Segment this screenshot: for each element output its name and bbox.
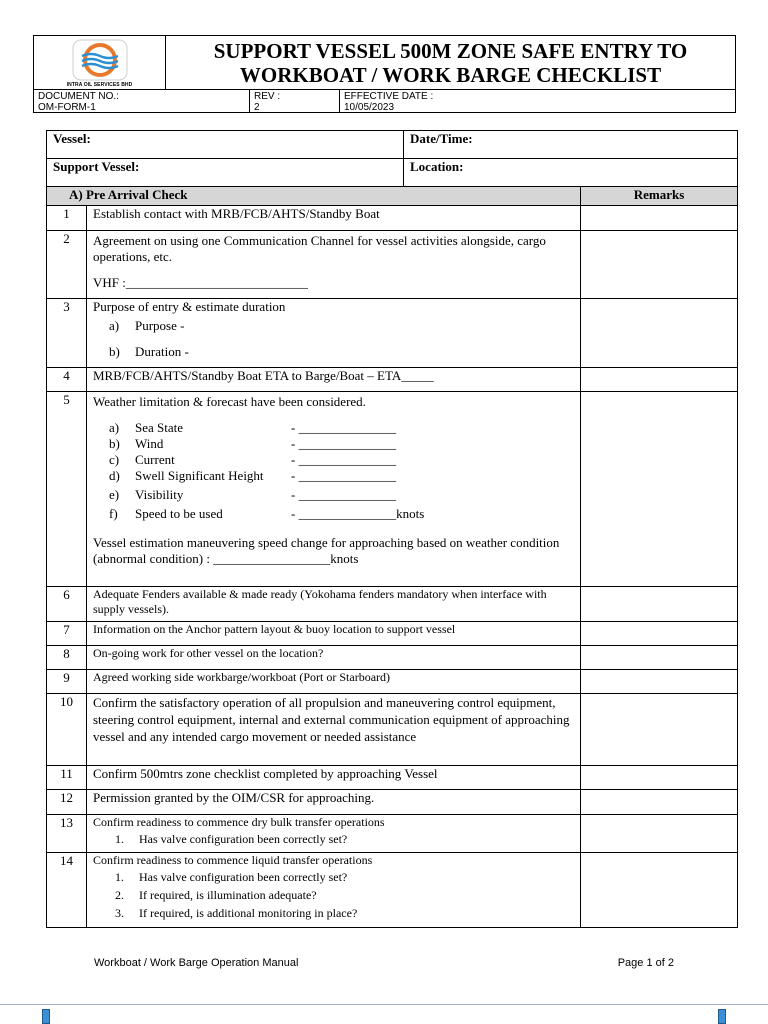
title-line-1: SUPPORT VESSEL 500M ZONE SAFE ENTRY TO bbox=[213, 38, 688, 63]
question-item: 2. If required, is illumination adequate? bbox=[115, 888, 317, 902]
item-text: Confirm readiness to commence dry bulk transfer operations bbox=[93, 815, 385, 829]
section-title: A) Pre Arrival Check bbox=[47, 187, 581, 206]
remarks-cell[interactable] bbox=[581, 646, 738, 670]
table-row bbox=[47, 646, 738, 670]
remarks-cell[interactable] bbox=[581, 766, 738, 790]
remarks-cell[interactable] bbox=[581, 231, 738, 299]
document-title bbox=[166, 36, 735, 89]
doc-no-value: OM-FORM-1 bbox=[38, 102, 96, 113]
item-text: Agreement on using one Communication Channel for vessel activities alongside, cargo operations, etc. bbox=[93, 233, 546, 264]
item-text: On-going work for other vessel on the location? bbox=[87, 646, 581, 670]
item-text: Purpose of entry & estimate duration bbox=[93, 299, 286, 314]
item-content bbox=[87, 231, 581, 299]
manual-name: Workboat / Work Barge Operation Manual bbox=[94, 957, 299, 969]
item-number: 4 bbox=[47, 368, 87, 392]
weather-sub-item: a) Sea State - _______________ bbox=[109, 420, 397, 435]
vessel-field[interactable]: Vessel: bbox=[47, 131, 404, 159]
question-item: 1. Has valve configuration been correctly set? bbox=[115, 870, 348, 884]
weather-sub-item: d) Swell Significant Height - _______________ bbox=[109, 468, 397, 483]
question-item: 1. Has valve configuration been correctly set? bbox=[115, 832, 348, 846]
item-text: Adequate Fenders available & made ready (Yokohama fenders mandatory when interface with supply vessels). bbox=[87, 587, 581, 622]
doc-no-cell bbox=[34, 90, 249, 112]
item-text: Confirm readiness to commence liquid transfer operations bbox=[93, 853, 373, 867]
weather-sub-item: f) Speed to be used - _______________knots bbox=[109, 506, 425, 521]
table-row bbox=[47, 299, 738, 368]
remarks-cell[interactable] bbox=[581, 299, 738, 368]
speed-note: Vessel estimation maneuvering speed change for approaching based on weather condition (abnormal condition) : __________________knots bbox=[93, 535, 560, 566]
remarks-cell[interactable] bbox=[581, 368, 738, 392]
remarks-cell[interactable] bbox=[581, 206, 738, 231]
remarks-cell[interactable] bbox=[581, 670, 738, 694]
doc-no-label: DOCUMENT NO.: bbox=[38, 91, 119, 102]
table-row bbox=[47, 392, 738, 587]
weather-sub-item: b) Wind - _______________ bbox=[109, 436, 397, 451]
question-list bbox=[93, 868, 574, 922]
info-row-1 bbox=[47, 131, 738, 159]
section-header-row bbox=[47, 187, 738, 206]
item-number: 5 bbox=[47, 392, 87, 587]
item-number: 9 bbox=[47, 670, 87, 694]
page-marker-left bbox=[42, 1009, 50, 1024]
effective-date-label: EFFECTIVE DATE : bbox=[344, 91, 434, 102]
table-row bbox=[47, 694, 738, 766]
company-name: INTRA OIL SERVICES BHD bbox=[66, 82, 133, 88]
checklist-table bbox=[46, 130, 738, 928]
table-row bbox=[47, 670, 738, 694]
weather-sub-item: e) Visibility - _______________ bbox=[109, 487, 397, 502]
info-row-2 bbox=[47, 159, 738, 187]
effective-date-cell bbox=[339, 90, 735, 112]
table-row bbox=[47, 231, 738, 299]
date-time-field[interactable]: Date/Time: bbox=[404, 131, 738, 159]
item-number: 6 bbox=[47, 587, 87, 622]
table-row bbox=[47, 587, 738, 622]
remarks-cell[interactable] bbox=[581, 853, 738, 928]
item-content bbox=[87, 853, 581, 928]
item-number: 13 bbox=[47, 815, 87, 853]
item-number: 14 bbox=[47, 853, 87, 928]
item-number: 12 bbox=[47, 790, 87, 815]
sub-item: a) Purpose - bbox=[109, 318, 185, 333]
item-text: Permission granted by the OIM/CSR for approaching. bbox=[87, 790, 581, 815]
sub-item: b) Duration - bbox=[109, 344, 189, 359]
item-text: Confirm 500mtrs zone checklist completed by approaching Vessel bbox=[87, 766, 581, 790]
company-logo-icon bbox=[72, 39, 128, 83]
document-header bbox=[33, 35, 736, 113]
rev-label: REV : bbox=[254, 91, 281, 102]
location-field[interactable]: Location: bbox=[404, 159, 738, 187]
table-row bbox=[47, 622, 738, 646]
remarks-cell[interactable] bbox=[581, 790, 738, 815]
item-number: 3 bbox=[47, 299, 87, 368]
table-row bbox=[47, 206, 738, 231]
page-footer bbox=[94, 957, 674, 969]
item-number: 1 bbox=[47, 206, 87, 231]
remarks-cell[interactable] bbox=[581, 815, 738, 853]
rev-cell bbox=[249, 90, 339, 112]
item-text: MRB/FCB/AHTS/Standby Boat ETA to Barge/Boat – ETA_____ bbox=[87, 368, 581, 392]
remarks-cell[interactable] bbox=[581, 622, 738, 646]
item-content bbox=[87, 815, 581, 853]
item-text: Confirm the satisfactory operation of all propulsion and maneuvering control equipment, steering control equipment, internal and external communication equipment of approaching vessel and any intended cargo movement or needed assistance bbox=[87, 694, 581, 766]
table-row bbox=[47, 853, 738, 928]
item-text: Establish contact with MRB/FCB/AHTS/Standby Boat bbox=[87, 206, 581, 231]
table-row bbox=[47, 790, 738, 815]
item-text: Information on the Anchor pattern layout & buoy location to support vessel bbox=[87, 622, 581, 646]
item-content bbox=[87, 299, 581, 368]
page-divider bbox=[0, 1004, 768, 1005]
support-vessel-field[interactable]: Support Vessel: bbox=[47, 159, 404, 187]
remarks-cell[interactable] bbox=[581, 392, 738, 587]
table-row bbox=[47, 368, 738, 392]
item-text: Agreed working side workbarge/workboat (Port or Starboard) bbox=[87, 670, 581, 694]
item-content bbox=[87, 392, 581, 587]
table-row bbox=[47, 766, 738, 790]
table-row bbox=[47, 815, 738, 853]
item-number: 10 bbox=[47, 694, 87, 766]
page-marker-right bbox=[718, 1009, 726, 1024]
vhf-line: VHF :____________________________ bbox=[93, 275, 308, 290]
item-number: 11 bbox=[47, 766, 87, 790]
weather-sub-item: c) Current - _______________ bbox=[109, 452, 397, 467]
effective-date-value: 10/05/2023 bbox=[344, 102, 395, 113]
logo-cell bbox=[34, 36, 166, 89]
rev-value: 2 bbox=[254, 102, 260, 113]
item-number: 7 bbox=[47, 622, 87, 646]
page-number: Page 1 of 2 bbox=[617, 957, 674, 969]
document-meta-row bbox=[34, 89, 735, 112]
remarks-cell[interactable] bbox=[581, 694, 738, 766]
item-text: Weather limitation & forecast have been considered. bbox=[93, 394, 366, 409]
item-number: 2 bbox=[47, 231, 87, 299]
question-list bbox=[93, 830, 574, 848]
remarks-cell[interactable] bbox=[581, 587, 738, 622]
question-item: 3. If required, is additional monitoring in place? bbox=[115, 906, 358, 920]
remarks-header: Remarks bbox=[581, 187, 738, 206]
item-number: 8 bbox=[47, 646, 87, 670]
title-line-2: WORKBOAT / WORK BARGE CHECKLIST bbox=[239, 62, 662, 87]
